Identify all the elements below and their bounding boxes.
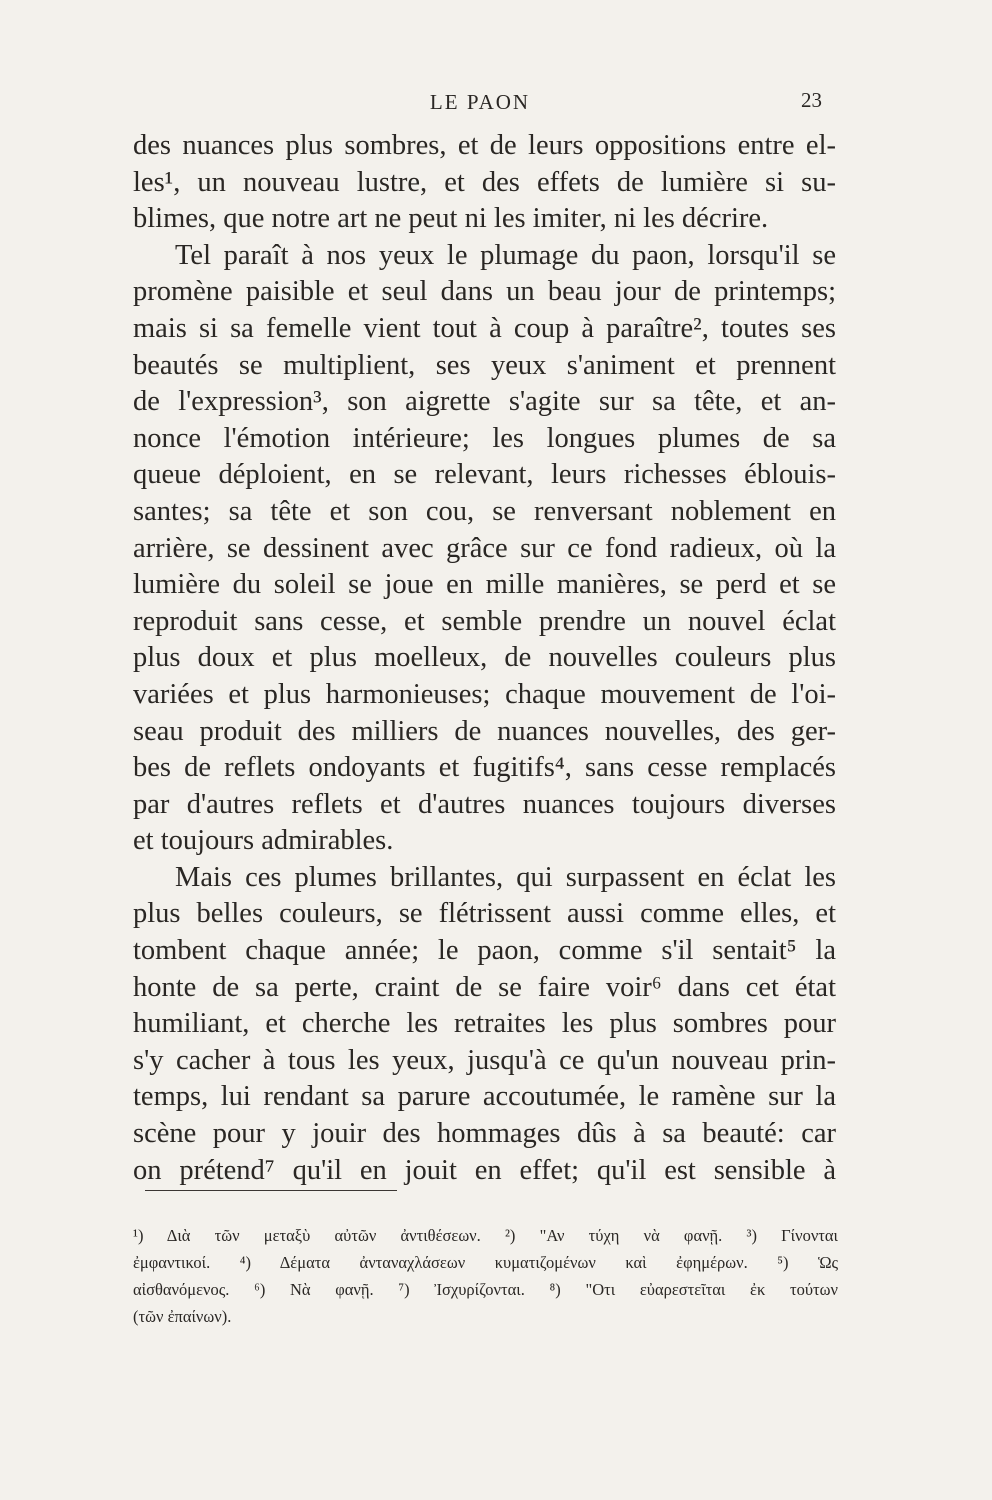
text-line: plus doux et plus moelleux, de nouvelles couleurs plus: [133, 642, 836, 674]
text-line: honte de sa perte, craint de se faire voir⁶ dans cet état: [133, 971, 836, 1003]
text-line: promène paisible et seul dans un beau jour de printemps;: [133, 276, 836, 308]
text-line: scène pour y jouir des hommages dûs à sa beauté: car: [133, 1118, 836, 1150]
text-line: blimes, que notre art ne peut ni les imiter, ni les décrire.: [133, 203, 769, 235]
text-line: tombent chaque année; le paon, comme s'il sentait⁵ la: [133, 935, 836, 967]
footnote-divider: [145, 1190, 397, 1191]
text-line: par d'autres reflets et d'autres nuances toujours diverses: [133, 788, 836, 820]
text-line: queue déploient, en se relevant, leurs richesses éblouis-: [133, 459, 836, 491]
text-line: humiliant, et cherche les retraites les plus sombres pour: [133, 1008, 836, 1040]
text-line: seau produit des milliers de nuances nouvelles, des ger-: [133, 715, 836, 747]
text-line: lumière du soleil se joue en mille manières, se perd et se: [133, 569, 836, 601]
text-line: les¹, un nouveau lustre, et des effets de lumière si su-: [133, 166, 836, 198]
footnote-line: (τῶν ἐπαίνων).: [133, 1307, 232, 1326]
page-number: 23: [801, 88, 822, 112]
footnote-line: ¹) Διὰ τῶν μεταξὺ αὐτῶν ἀντιθέσεων. ²) "Αν τύχη νὰ φανῇ. ³) Γίνονται: [133, 1226, 838, 1245]
text-line: et toujours admirables.: [133, 825, 394, 857]
text-line: Mais ces plumes brillantes, qui surpassent en éclat les: [175, 861, 836, 893]
text-line: Tel paraît à nos yeux le plumage du paon, lorsqu'il se: [175, 239, 836, 271]
text-line: bes de reflets ondoyants et fugitifs⁴, sans cesse remplacés: [133, 752, 836, 784]
page-header: [0, 86, 992, 118]
text-line: on prétend⁷ qu'il en jouit en effet; qu'il est sensible à: [133, 1154, 836, 1186]
body-text: [133, 128, 836, 1189]
text-line: temps, lui rendant sa parure accoutumée, le ramène sur la: [133, 1081, 836, 1113]
text-line: mais si sa femelle vient tout à coup à paraître², toutes ses: [133, 312, 836, 344]
text-line: de l'expression³, son aigrette s'agite sur sa tête, et an-: [133, 386, 836, 418]
text-line: des nuances plus sombres, et de leurs oppositions entre el-: [133, 130, 836, 161]
footnote-line: ἐμφαντικοί. ⁴) Δέματα ἀνταναχλάσεων κυματιζομένων καὶ ἐφημέρων. ⁵) Ὡς: [133, 1253, 838, 1272]
text-line: santes; sa tête et son cou, se renversant noblement en: [133, 495, 836, 527]
text-line: reproduit sans cesse, et semble prendre un nouvel éclat: [133, 605, 836, 637]
text-line: beautés se multiplient, ses yeux s'animent et prennent: [133, 349, 836, 381]
text-line: nonce l'émotion intérieure; les longues plumes de sa: [133, 422, 836, 454]
running-title: LE PAON: [429, 90, 531, 114]
text-line: variées et plus harmonieuses; chaque mouvement de l'oi-: [133, 678, 836, 710]
text-line: s'y cacher à tous les yeux, jusqu'à ce qu'un nouveau prin-: [133, 1044, 836, 1076]
text-line: arrière, se dessinent avec grâce sur ce fond radieux, où la: [133, 532, 836, 564]
text-line: plus belles couleurs, se flétrissent aussi comme elles, et: [133, 898, 836, 930]
footnotes: [133, 1222, 838, 1330]
footnote-line: αἰσθανόμενος. ⁶) Νὰ φανῇ. ⁷) Ἰσχυρίζονται. ⁸) "Οτι εὐαρεστεῖται ἐκ τούτων: [133, 1280, 838, 1299]
